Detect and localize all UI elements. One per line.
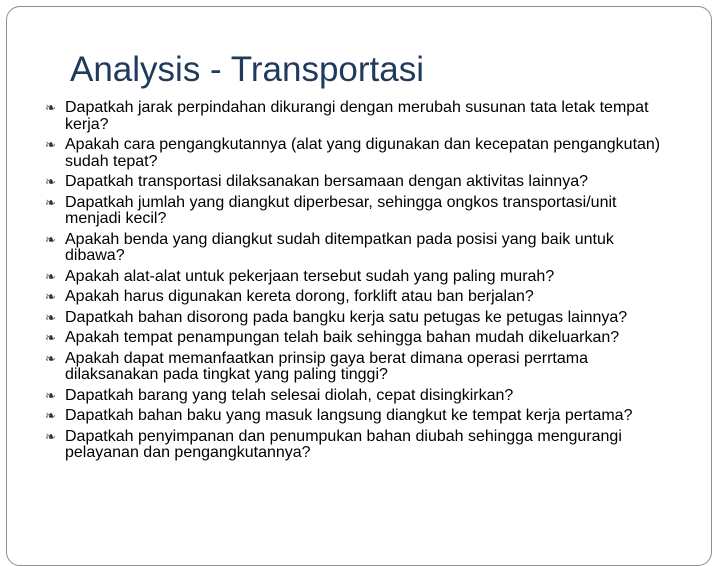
feather-bullet-icon: ❧ [45, 289, 56, 304]
bullet-text: Apakah harus digunakan kereta dorong, forklift atau ban berjalan? [65, 288, 534, 305]
feather-bullet-icon: ❧ [45, 137, 56, 152]
bullet-text: Dapatkah barang yang telah selesai diolah, cepat disingkirkan? [65, 386, 514, 404]
feather-bullet-icon: ❧ [45, 194, 56, 210]
bullet-text: Dapatkah jarak perpindahan dikurangi dengan merubah susunan tata letak tempat kerja? [65, 99, 649, 133]
bullet-text: Dapatkah bahan disorong pada bangku kerja satu petugas ke petugas lainnya? [65, 308, 628, 326]
feather-bullet-icon: ❧ [45, 174, 56, 189]
feather-bullet-icon: ❧ [45, 309, 56, 325]
bullet-text: Dapatkah penyimpanan dan penumpukan bahan diubah sehingga mengurangi pelayanan dan pengangkutannya? [65, 427, 622, 461]
bullet-item [45, 174, 675, 191]
bullet-text: Apakah dapat memanfaatkan prinsip gaya berat dimana operasi perrtama dilaksanakan pada tingkat yang paling tinggi? [65, 349, 588, 383]
bullet-list [45, 100, 675, 466]
feather-bullet-icon: ❧ [45, 350, 56, 366]
feather-bullet-icon: ❧ [45, 231, 56, 247]
bullet-text: Dapatkah transportasi dilaksanakan bersamaan dengan aktivitas lainnya? [65, 173, 588, 190]
slide-title: Analysis - Transportasi [70, 50, 425, 89]
bullet-item [45, 408, 675, 425]
bullet-item [45, 269, 675, 286]
bullet-item [45, 195, 675, 228]
bullet-item [45, 289, 675, 306]
bullet-text: Apakah tempat penampungan telah baik sehingga bahan mudah dikeluarkan? [65, 329, 620, 346]
bullet-item [45, 429, 675, 462]
bullet-item [45, 232, 675, 265]
bullet-item [45, 310, 675, 327]
bullet-item [45, 100, 675, 133]
feather-bullet-icon: ❧ [45, 408, 56, 423]
bullet-item [45, 330, 675, 347]
feather-bullet-icon: ❧ [45, 330, 56, 345]
bullet-text: Apakah cara pengangkutannya (alat yang digunakan dan kecepatan pengangkutan) sudah tepat? [65, 136, 661, 170]
bullet-text: Dapatkah jumlah yang diangkut diperbesar, sehingga ongkos transportasi/unit menjadi kecil? [65, 193, 617, 227]
bullet-item [45, 351, 675, 384]
feather-bullet-icon: ❧ [45, 268, 56, 284]
bullet-text: Dapatkah bahan baku yang masuk langsung diangkut ke tempat kerja pertama? [65, 407, 633, 424]
bullet-item [45, 388, 675, 405]
feather-bullet-icon: ❧ [45, 387, 56, 403]
bullet-item [45, 137, 675, 170]
feather-bullet-icon: ❧ [45, 428, 56, 444]
feather-bullet-icon: ❧ [45, 100, 56, 115]
bullet-text: Apakah alat-alat untuk pekerjaan tersebut sudah yang paling murah? [65, 267, 555, 285]
bullet-text: Apakah benda yang diangkut sudah ditempatkan pada posisi yang baik untuk dibawa? [65, 230, 614, 264]
